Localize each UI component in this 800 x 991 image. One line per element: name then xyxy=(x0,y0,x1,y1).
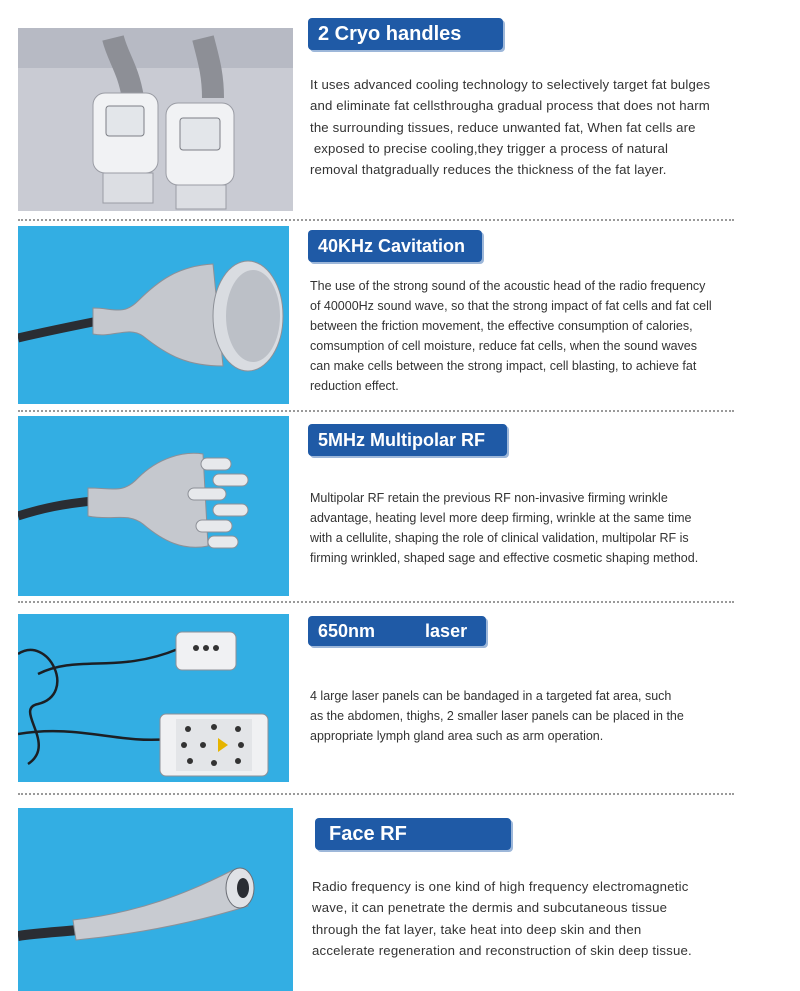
section-description xyxy=(310,276,712,396)
description-line: The use of the strong sound of the acoustic head of the radio frequency xyxy=(310,279,706,293)
section-description xyxy=(310,74,710,180)
description-line: through the fat layer, take heat into deep skin and then xyxy=(312,921,642,937)
description-line: and eliminate fat cellsthrougha gradual process that does not harm xyxy=(310,98,710,114)
multipolar-rf-handle-photo xyxy=(18,416,289,596)
cryo-handles-photo xyxy=(18,28,293,211)
section-title: 650nm laser xyxy=(308,616,486,646)
description-line: of 40000Hz sound wave, so that the strong impact of fat cells and fat cell xyxy=(310,299,712,313)
description-line: wave, it can penetrate the dermis and subcutaneous tissue xyxy=(312,900,668,916)
section-title: Face RF xyxy=(315,818,511,850)
description-line: appropriate lymph gland area such as arm operation. xyxy=(310,729,604,743)
description-line: can make cells between the strong impact, cell blasting, to achieve fat xyxy=(310,359,697,373)
section-title: 2 Cryo handles xyxy=(308,18,503,50)
description-line: It uses advanced cooling technology to selectively target fat bulges xyxy=(310,77,711,92)
description-line: firming wrinkled, shaped sage and effective cosmetic shaping method. xyxy=(310,551,699,565)
description-line: Radio frequency is one kind of high frequency electromagnetic xyxy=(312,879,689,894)
description-line: Multipolar RF retain the previous RF non-invasive firming wrinkle xyxy=(310,491,668,505)
description-line: exposed to precise cooling,they trigger a process of natural xyxy=(310,140,669,156)
description-line: between the friction movement, the effective consumption of calories, xyxy=(310,319,693,333)
description-line: comsumption of cell moisture, reduce fat cells, when the sound waves xyxy=(310,339,697,353)
section-divider xyxy=(18,410,734,412)
description-line: 4 large laser panels can be bandaged in a targeted fat area, such xyxy=(310,689,672,703)
section-divider xyxy=(18,601,734,603)
section-title: 40KHz Cavitation xyxy=(308,230,482,262)
description-line: reduction effect. xyxy=(310,379,399,393)
description-line: accelerate regeneration and reconstruction of skin deep tissue. xyxy=(312,942,692,958)
description-line: the surrounding tissues, reduce unwanted fat, When fat cells are xyxy=(310,119,696,135)
description-line: with a cellulite, shaping the role of clinical validation, multipolar RF is xyxy=(310,531,689,545)
description-line: advantage, heating level more deep firming, wrinkle at the same time xyxy=(310,511,692,525)
section-description xyxy=(312,876,692,961)
section-title: 5MHz Multipolar RF xyxy=(308,424,507,456)
face-rf-handle-photo xyxy=(18,808,293,991)
description-line: as the abdomen, thighs, 2 smaller laser panels can be placed in the xyxy=(310,709,684,723)
section-description xyxy=(310,488,698,568)
section-divider xyxy=(18,219,734,221)
cavitation-handle-photo xyxy=(18,226,289,404)
section-description xyxy=(310,686,684,746)
laser-panels-photo xyxy=(18,614,289,782)
description-line: removal thatgradually reduces the thickness of the fat layer. xyxy=(310,162,667,178)
section-divider xyxy=(18,793,734,795)
